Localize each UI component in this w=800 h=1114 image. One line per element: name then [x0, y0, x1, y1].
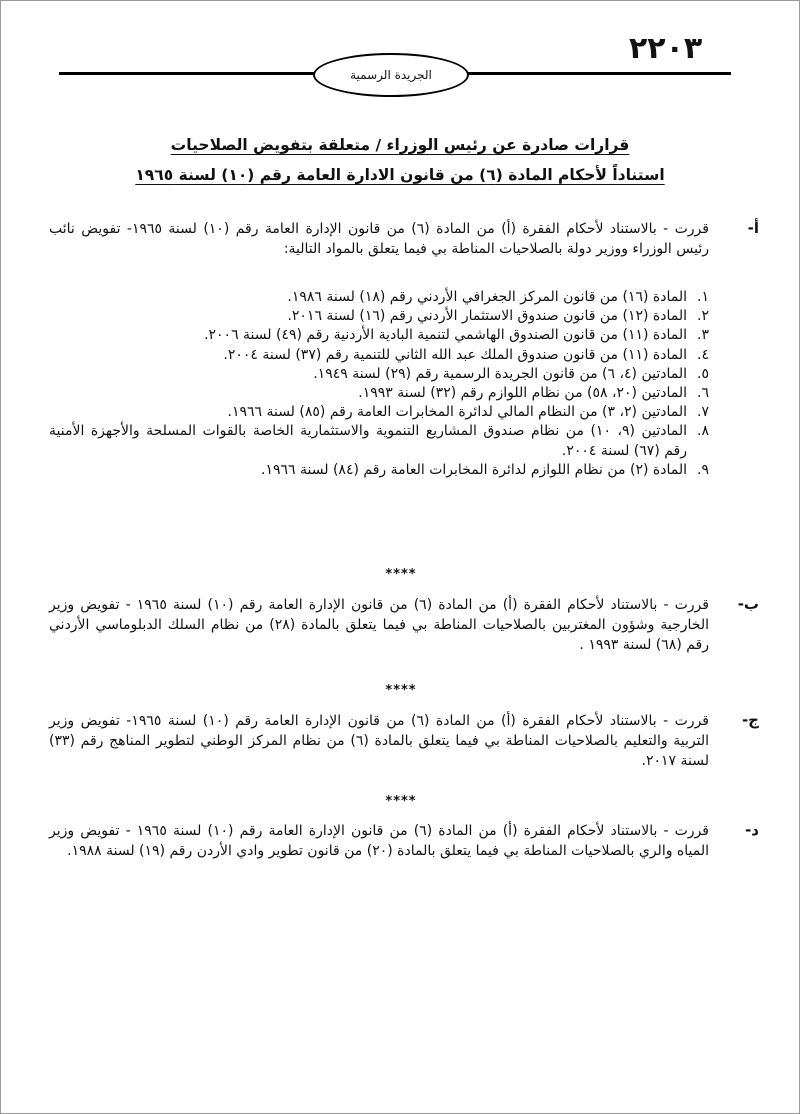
list-item-text: المادتين (٤، ٦) من قانون الجريدة الرسمية رقم (٢٩) لسنة ١٩٤٩.: [313, 365, 687, 382]
page-number: ٢٢٠٣: [629, 31, 703, 66]
decision-section-b: [49, 595, 759, 655]
list-item-text: المادتين (٢، ٣) من النظام المالي لدائرة المخابرات العامة رقم (٨٥) لسنة ١٩٦٦.: [227, 404, 687, 421]
list-item-number: ٩.: [697, 461, 709, 478]
decision-section-d: [49, 821, 759, 861]
list-item: [49, 403, 709, 422]
document-titles: [91, 135, 709, 195]
list-item-number: ٥.: [697, 365, 709, 382]
section-letter: ج-: [741, 711, 759, 729]
list-item: [49, 422, 709, 460]
list-item: [49, 346, 709, 365]
section-letter: ب-: [737, 595, 759, 613]
section-text: قررت - بالاستناد لأحكام الفقرة (أ) من المادة (٦) من قانون الإدارة العامة رقم (١٠) لسنة ١٩٦٥ - تفويض وزير المياه والري بالصلاحيات المناطة بي فيما يتعلق بالمادة (٢٠) من قانون تطوير وادي الأردن رقم (١٩) لسنة ١٩٨٨.: [49, 823, 709, 859]
gazette-header-label: الجريدة الرسمية: [350, 68, 432, 82]
section-text: قررت - بالاستناد لأحكام الفقرة (أ) من المادة (٦) من قانون الإدارة العامة رقم (١٠) لسنة ١٩٦٥- تفويض نائب رئيس الوزراء ووزير دولة بالصلاحيات المناطة بي فيما يتعلق بالمواد التالية:: [49, 221, 709, 257]
list-item: [49, 384, 709, 403]
section-text: قررت - بالاستناد لأحكام الفقرة (أ) من المادة (٦) من قانون الإدارة العامة رقم (١٠) لسنة ١٩٦٥ - تفويض وزير الخارجية وشؤون المغتربين بالصلاحيات المناطة بي فيما يتعلق بالمادة (٢٨) من نظام السلك الدبلوماسي الأردني رقم (٦٨) لسنة ١٩٩٣ .: [49, 597, 709, 653]
list-item-number: ٦.: [697, 385, 709, 402]
list-item-text: المادة (١٦) من قانون المركز الجغرافي الأردني رقم (١٨) لسنة ١٩٨٦.: [287, 289, 687, 305]
list-item: [49, 288, 709, 307]
document-subtitle: استناداً لأحكام المادة (٦) من قانون الادارة العامة رقم (١٠) لسنة ١٩٦٥: [135, 166, 665, 184]
list-item-number: ٨.: [697, 423, 709, 440]
article-list: [49, 288, 709, 480]
list-item-text: المادة (٢) من نظام اللوازم لدائرة المخابرات العامة رقم (٨٤) لسنة ١٩٦٦.: [261, 461, 687, 478]
list-item: [49, 326, 709, 345]
gazette-header-oval: [313, 53, 469, 97]
decision-section-a: [49, 219, 759, 480]
decision-section-c: [49, 711, 759, 771]
list-item-text: المادة (١٢) من قانون صندوق الاستثمار الأردني رقم (١٦) لسنة ٢٠١٦.: [287, 308, 687, 325]
list-item: [49, 461, 709, 480]
section-letter: د-: [745, 821, 759, 839]
section-text: قررت - بالاستناد لأحكام الفقرة (أ) من المادة (٦) من قانون الإدارة العامة رقم (١٠) لسنة ١٩٦٥- تفويض وزير التربية والتعليم بالصلاحيات المناطة بي فيما يتعلق بالمادة (٦) من نظام المركز الوطني لتطوير المناهج رقم (٣٣) لسنة ٢٠١٧.: [49, 713, 710, 769]
list-item-number: ٧.: [697, 404, 709, 421]
list-item-text: المادتين (٢٠، ٥٨) من نظام اللوازم رقم (٣٢) لسنة ١٩٩٣.: [358, 385, 687, 402]
section-separator: ****: [385, 794, 417, 809]
document-title: قرارات صادرة عن رئيس الوزراء / متعلقة بتفويض الصلاحيات: [170, 136, 630, 154]
list-item: [49, 365, 709, 384]
list-item: [49, 307, 709, 326]
list-item-number: ٢.: [697, 308, 709, 325]
list-item-text: المادتين (٩، ١٠) من نظام صندوق المشاريع التنموية والاستثمارية الخاصة بالقوات المسلحة والأجهزة الأمنية رقم (٦٧) لسنة ٢٠٠٤.: [49, 423, 687, 459]
section-letter: أ-: [747, 219, 759, 237]
section-separator: ****: [385, 567, 417, 582]
list-item-number: ١.: [697, 289, 709, 305]
list-item-number: ٤.: [697, 346, 709, 363]
section-separator: ****: [385, 683, 417, 698]
list-item-number: ٣.: [697, 327, 709, 344]
list-item-text: المادة (١١) من قانون صندوق الملك عبد الله الثاني للتنمية رقم (٣٧) لسنة ٢٠٠٤.: [223, 346, 687, 363]
list-item-text: المادة (١١) من قانون الصندوق الهاشمي لتنمية البادية الأردنية رقم (٤٩) لسنة ٢٠٠٦.: [204, 327, 687, 344]
